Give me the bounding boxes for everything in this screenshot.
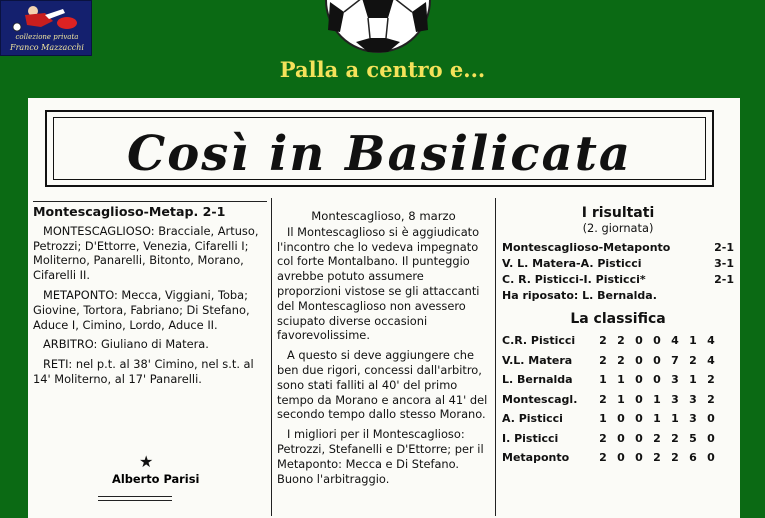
result-row: [502, 256, 734, 272]
standings-value: 1: [653, 392, 661, 406]
standings-row: [502, 410, 720, 430]
standings-value: 0: [707, 431, 715, 445]
standings-value: 0: [635, 353, 643, 367]
standings-value: 0: [707, 451, 715, 465]
result-score: 2-1: [714, 272, 734, 286]
standings-value: 6: [689, 451, 697, 465]
standings-value: 4: [671, 334, 679, 348]
result-row: [502, 240, 734, 256]
result-match: Montescaglioso-Metaponto: [502, 240, 671, 254]
result-score: 2-1: [714, 240, 734, 254]
standings-value: 2: [599, 334, 607, 348]
standings-value: 1: [689, 334, 697, 348]
standings-value: 1: [671, 412, 679, 426]
dateline: Montescaglioso, 8 marzo: [311, 209, 456, 223]
standings-table: [502, 332, 720, 469]
standings-value: 0: [635, 431, 643, 445]
standings-row: [502, 449, 720, 469]
standings-value: 2: [671, 431, 679, 445]
goals-line: RETI: nel p.t. al 38' Cimino, nel s.t. al 14' Moliterno, al 17' Panarelli.: [33, 357, 254, 386]
standings-row: [502, 351, 720, 371]
team-name: A. Pisticci: [502, 412, 563, 426]
standings-value: 0: [617, 451, 625, 465]
standings-value: 3: [671, 373, 679, 387]
logo-caption-line1: collezione privata: [15, 33, 79, 41]
chronicle-paragraph: Il Montescaglioso si è aggiudicato l'incontro che lo vedeva impegnato col forte Montalbano. Il punteggio avrebbe potuto assumere proporzioni vistose se gli attaccanti del Montescaglioso non avessero sciupato diverse occasioni favorevolissime.: [277, 224, 480, 343]
team-name: V.L. Matera: [502, 353, 573, 367]
standings-value: 2: [671, 451, 679, 465]
author-signature: Alberto Parisi: [112, 472, 200, 486]
team-name: I. Pisticci: [502, 431, 559, 445]
standings-value: 2: [617, 334, 625, 348]
referee-line: ARBITRO: Giuliano di Matera.: [43, 337, 209, 352]
standings-value: 0: [653, 334, 661, 348]
lineup-home: MONTESCAGLIOSO: Bracciale, Artuso, Petrozzi; D'Ettorre, Venezia, Cifarelli I; Moliterno, Panarelli, Bitonto, Morano, Cifarelli II.: [33, 223, 259, 283]
collection-logo: [0, 0, 92, 56]
results-heading: I risultati: [581, 205, 655, 221]
column-rule: [33, 201, 267, 202]
chronicle-column: [277, 209, 490, 486]
star-icon: ★: [139, 452, 154, 471]
standings-value: 0: [635, 412, 643, 426]
standings-value: 2: [599, 392, 607, 406]
chronicle-paragraph: A questo si deve aggiungere che ben due rigori, concessi dall'arbitro, sono stati falliti al 40' del primo tempo da Morano e ancora al 41' del secondo tempo dallo stesso Morano.: [277, 348, 488, 422]
standings-value: 2: [599, 431, 607, 445]
standings-row: [502, 371, 720, 391]
standings-value: 3: [671, 392, 679, 406]
standings-value: 5: [689, 431, 697, 445]
match-report-heading: Montescaglioso-Metap. 2-1: [33, 204, 226, 219]
standings-value: 0: [617, 412, 625, 426]
standings-value: 1: [599, 412, 607, 426]
standings-value: 2: [599, 353, 607, 367]
result-match: V. L. Matera-A. Pisticci: [502, 256, 642, 270]
match-report-column: [33, 205, 267, 387]
standings-value: 3: [689, 412, 697, 426]
results-subheading: (2. giornata): [582, 221, 654, 235]
lineup-away: METAPONTO: Mecca, Viggiani, Toba; Giovine, Tortora, Fabriano; Di Stefano, Aduce I, Cimino, Lordo, Aduce II.: [33, 287, 250, 332]
standings-value: 0: [635, 373, 643, 387]
result-row: [502, 288, 734, 304]
standings-value: 0: [635, 451, 643, 465]
standings-row: [502, 429, 720, 449]
standings-value: 2: [707, 373, 715, 387]
standings-row: [502, 390, 720, 410]
column-divider: [495, 198, 496, 516]
results-column: [502, 205, 734, 468]
page-slogan: Palla a centro e...: [279, 57, 486, 82]
standings-value: 2: [617, 353, 625, 367]
column-divider: [271, 198, 272, 516]
logo-caption-line2: Franco Mazzacchi: [10, 43, 84, 52]
standings-heading: La classifica: [570, 310, 666, 327]
standings-value: 0: [707, 412, 715, 426]
standings-value: 4: [707, 334, 715, 348]
standings-value: 0: [617, 431, 625, 445]
standings-value: 1: [653, 412, 661, 426]
standings-value: 2: [653, 451, 661, 465]
result-row: [502, 272, 734, 288]
standings-row: [502, 332, 720, 352]
newspaper-clipping: [28, 98, 740, 518]
article-title: Così in Basilicata: [126, 126, 633, 182]
soccer-ball-icon: [322, 0, 434, 56]
standings-value: 4: [707, 353, 715, 367]
team-name: Montescagl.: [502, 392, 578, 406]
standings-value: 0: [653, 353, 661, 367]
result-score: 3-1: [714, 256, 734, 270]
standings-value: 3: [689, 392, 697, 406]
player-figure-icon: [5, 3, 89, 33]
standings-value: 1: [617, 373, 625, 387]
standings-value: 0: [635, 392, 643, 406]
signature-rule: [98, 496, 172, 501]
standings-value: 1: [689, 373, 697, 387]
standings-value: 1: [599, 373, 607, 387]
team-name: C.R. Pisticci: [502, 334, 576, 348]
standings-value: 2: [689, 353, 697, 367]
standings-value: 2: [653, 431, 661, 445]
result-match: Ha riposato: L. Bernalda.: [502, 288, 657, 302]
standings-value: 2: [599, 451, 607, 465]
standings-value: 2: [707, 392, 715, 406]
results-list: [502, 240, 734, 304]
chronicle-paragraph: I migliori per il Montescaglioso: Petrozzi, Stefanelli e D'Ettorre; per il Metaponto: Mecca e Di Stefano. Buono l'arbitraggio.: [277, 427, 484, 486]
team-name: L. Bernalda: [502, 373, 573, 387]
team-name: Metaponto: [502, 451, 570, 465]
title-frame: [45, 110, 714, 187]
standings-value: 7: [671, 353, 679, 367]
result-match: C. R. Pisticci-I. Pisticci*: [502, 272, 646, 286]
standings-value: 0: [653, 373, 661, 387]
standings-value: 0: [635, 334, 643, 348]
standings-value: 1: [617, 392, 625, 406]
